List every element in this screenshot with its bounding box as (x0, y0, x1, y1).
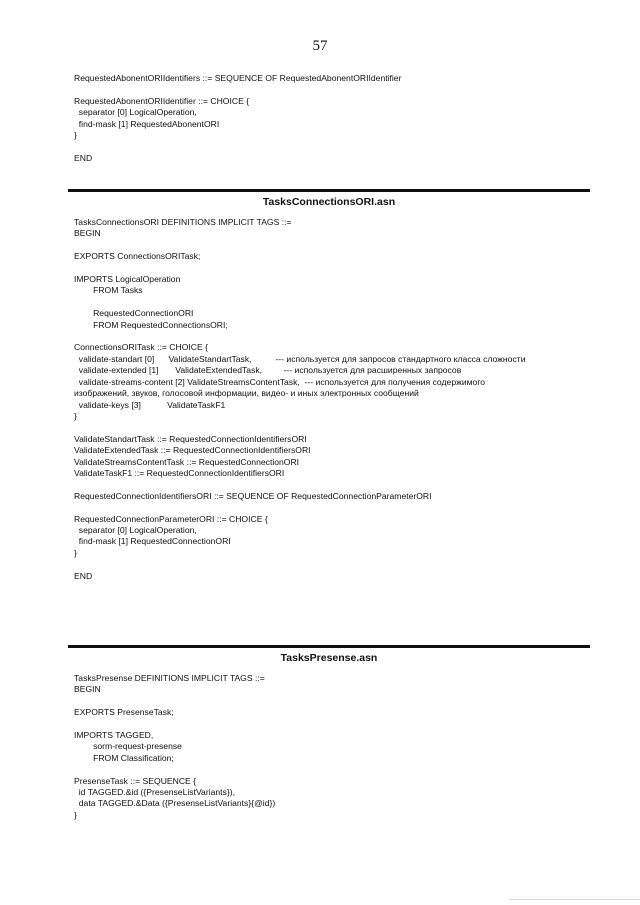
code-line: ConnectionsORITask ::= CHOICE { (74, 342, 208, 353)
code-line (74, 263, 526, 274)
code-line (74, 502, 526, 513)
code-line (74, 141, 401, 152)
code-line: TasksConnectionsORI DEFINITIONS IMPLICIT TAGS ::= (74, 217, 292, 227)
bottom-edge-line (510, 899, 640, 900)
code-line: EXPORTS PresenseTask; (74, 707, 174, 718)
code-line: FROM RequestedConnectionsORI; (74, 319, 228, 330)
code-line (74, 422, 526, 433)
code-line: FROM Classification; (74, 752, 174, 763)
code-line: } (74, 547, 77, 558)
code-line (74, 719, 275, 730)
code-line: IMPORTS TAGGED, (74, 730, 154, 741)
code-block-tasks-presense (74, 673, 275, 821)
code-line (74, 696, 275, 707)
code-line: ValidateTaskF1 ::= RequestedConnectionIdentifiersORI (74, 467, 285, 478)
code-line: ValidateStandartTask ::= RequestedConnectionIdentifiersORI (74, 433, 307, 444)
code-line: ValidateStreamsContentTask ::= RequestedConnectionORI (74, 456, 300, 467)
section-rule-top (68, 189, 590, 192)
code-line: END (74, 152, 93, 163)
code-line: } (74, 410, 77, 421)
code-line: validate-streams-content [2] ValidateStreamsContentTask, --- используется для получения содержимого (74, 376, 486, 387)
code-line (74, 559, 526, 570)
code-line (74, 240, 526, 251)
code-line: id TAGGED.&id ({PresenseListVariants}), (74, 787, 235, 798)
code-line: validate-standart [0] ValidateStandartTask, --- используется для запросов стандартного класса сложности (74, 353, 526, 364)
code-line: RequestedConnectionORI (74, 308, 194, 319)
code-line (74, 331, 526, 342)
code-line: BEGIN (74, 228, 101, 239)
code-line: } (74, 809, 77, 820)
code-line: RequestedAbonentORIIdentifier ::= CHOICE { (74, 95, 250, 106)
section-rule-middle (68, 645, 590, 648)
code-line (74, 764, 275, 775)
code-line: BEGIN (74, 684, 101, 695)
code-line: } (74, 130, 77, 141)
code-line: END (74, 570, 93, 581)
code-line: ValidateExtendedTask ::= RequestedConnectionIdentifiersORI (74, 445, 311, 456)
code-block-tasks-connections (74, 217, 526, 582)
code-line: TasksPresense DEFINITIONS IMPLICIT TAGS ::= (74, 673, 265, 683)
code-line: find-mask [1] RequestedConnectionORI (74, 536, 231, 547)
code-line: RequestedConnectionIdentifiersORI ::= SEQUENCE OF RequestedConnectionParameterORI (74, 490, 432, 501)
code-line: validate-keys [3] ValidateTaskF1 (74, 399, 226, 410)
code-line: IMPORTS LogicalOperation (74, 274, 181, 285)
page-number: 57 (312, 38, 328, 54)
code-line: изображений, звуков, голосовой информации, видео- и иных электронных сообщений (74, 388, 419, 399)
code-line: FROM Tasks (74, 285, 143, 296)
code-line: RequestedConnectionParameterORI ::= CHOICE { (74, 513, 268, 524)
section-title-tasks-connections: TasksConnectionsORI.asn (262, 196, 396, 208)
code-line: find-mask [1] RequestedAbonentORI (74, 118, 220, 129)
code-line: data TAGGED.&Data ({PresenseListVariants}{@id}) (74, 798, 276, 809)
section-title-tasks-presense: TasksPresense.asn (280, 652, 378, 664)
code-line: PresenseTask ::= SEQUENCE { (74, 775, 197, 786)
code-line (74, 479, 526, 490)
code-line: EXPORTS ConnectionsORITask; (74, 251, 201, 262)
code-block-requested-abonent (74, 73, 401, 164)
code-line: separator [0] LogicalOperation, (74, 107, 197, 118)
code-line: sorm-request-presense (74, 741, 182, 752)
code-line (74, 297, 526, 308)
code-line: separator [0] LogicalOperation, (74, 524, 197, 535)
code-line: validate-extended [1] ValidateExtendedTask, --- используется для расширенных запросов (74, 365, 462, 376)
code-line (74, 84, 401, 95)
code-line: RequestedAbonentORIIdentifiers ::= SEQUENCE OF RequestedAbonentORIIdentifier (74, 73, 402, 83)
